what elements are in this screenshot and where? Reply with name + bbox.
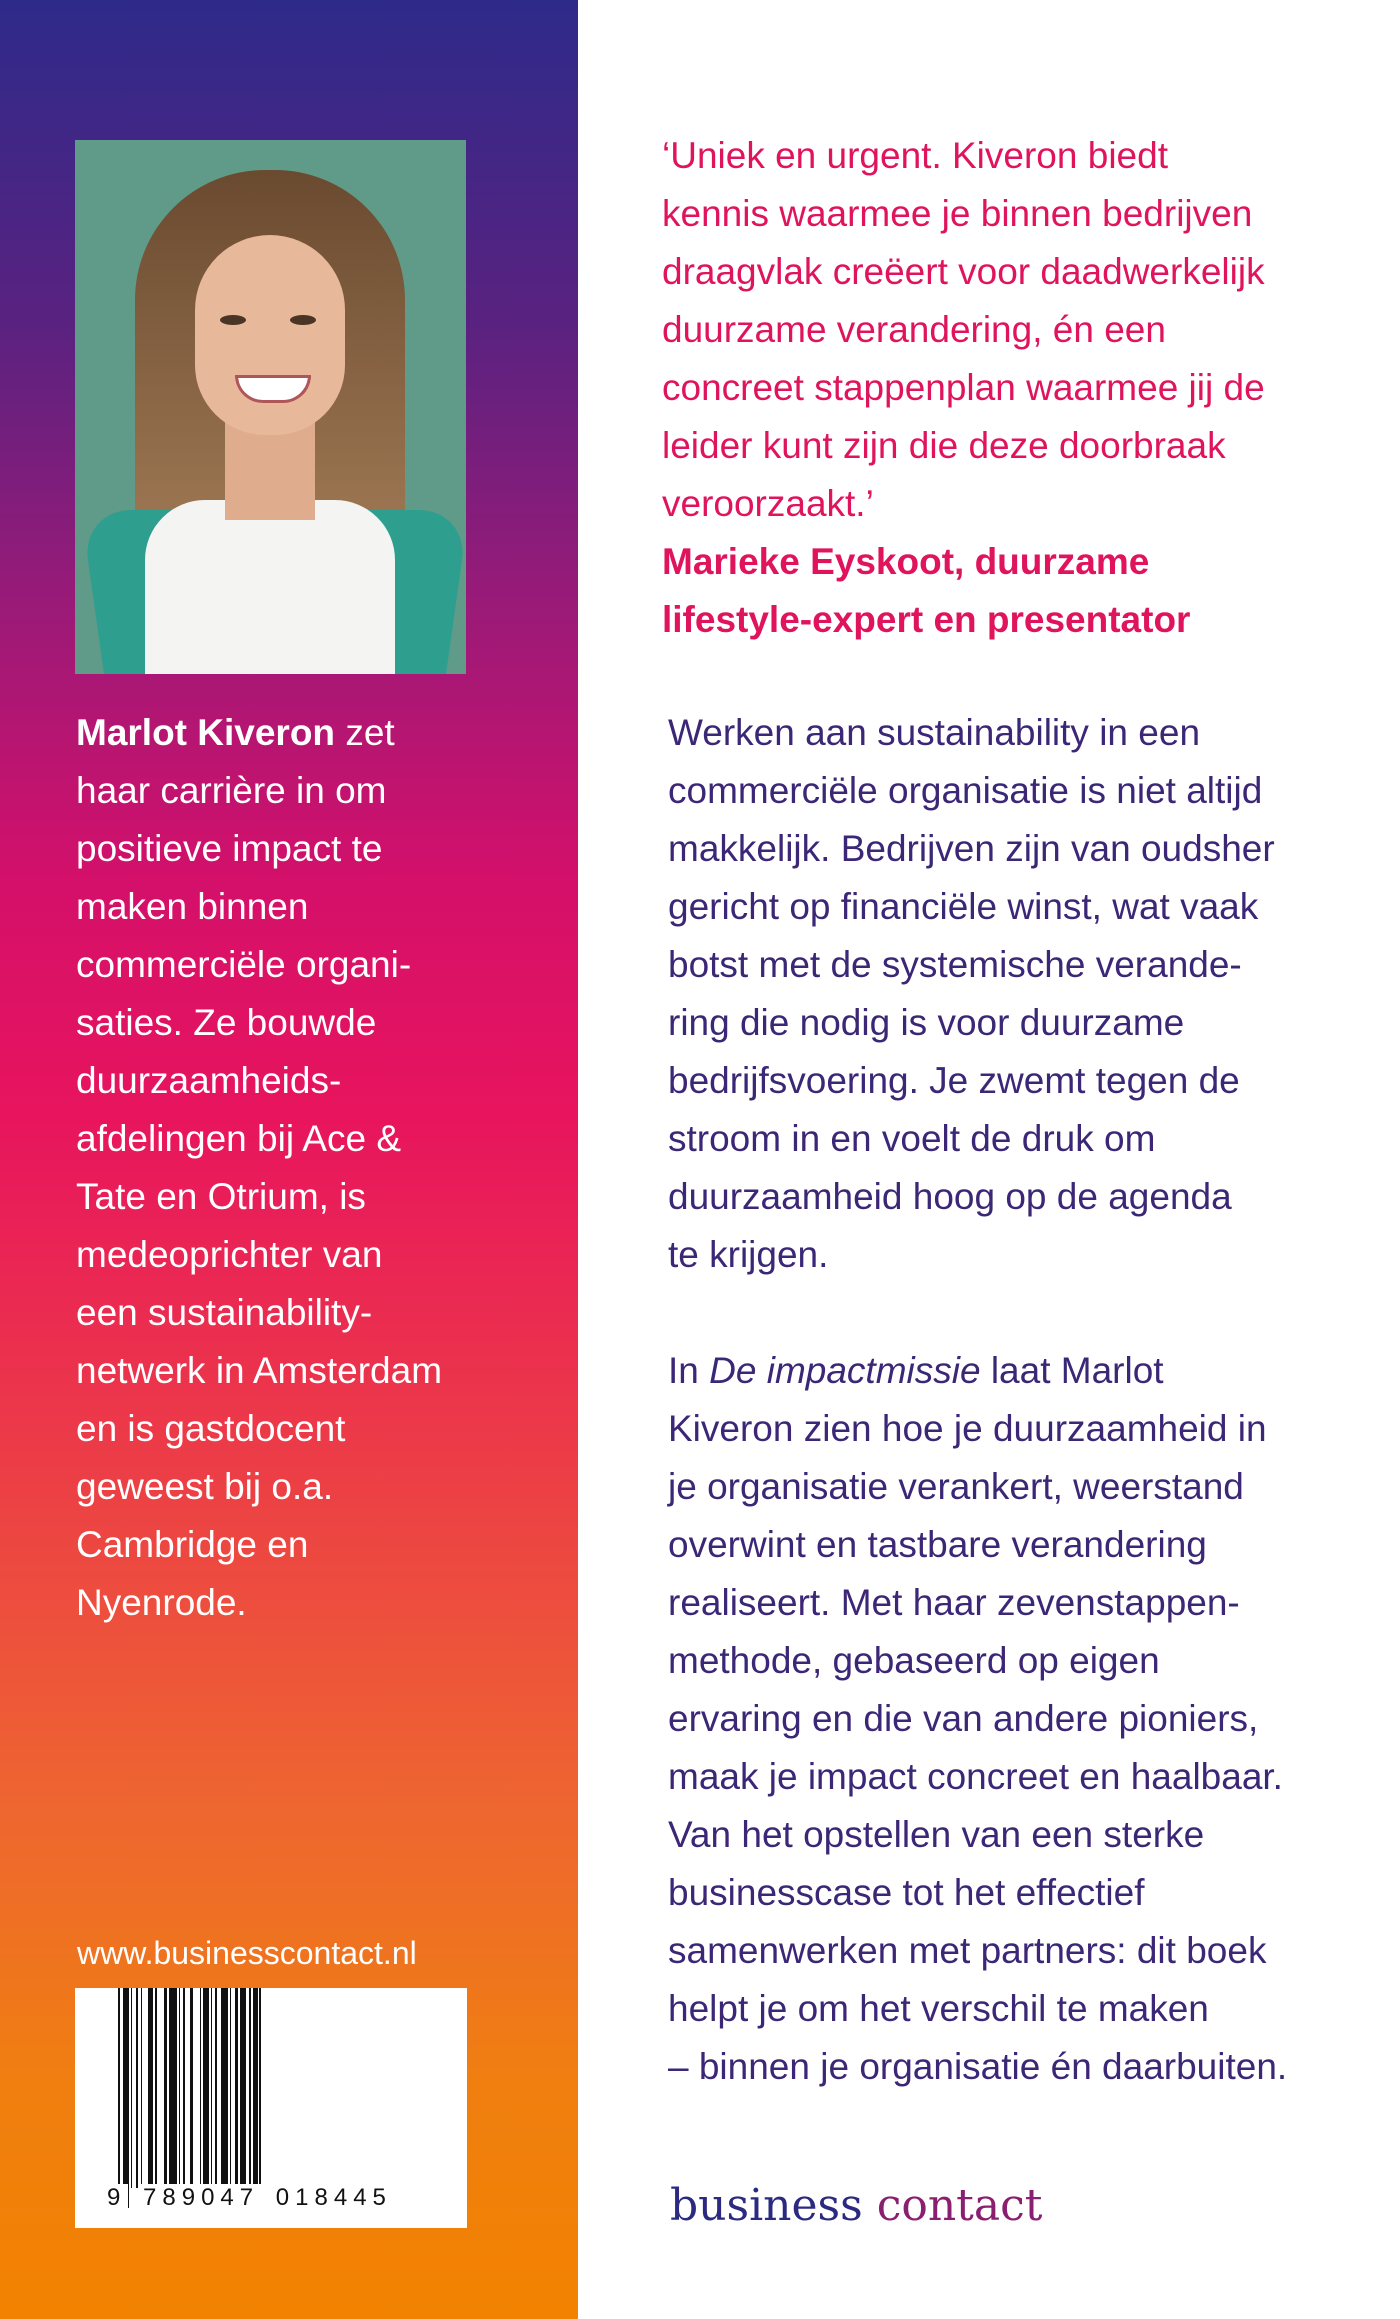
barcode-gap [157,1988,164,2188]
text-line: haar carrière in om [76,770,387,811]
isbn-first-digit: 9 [107,2184,127,2211]
isbn-group-2: 018445 [275,2184,392,2211]
text-line: maken binnen [76,886,309,927]
text-line: Werken aan sustainability in een [668,712,1201,753]
endorsement-quote [662,127,1265,649]
text-line: Nyenrode. [76,1582,247,1623]
text-line: positieve impact te [76,828,383,869]
text-line: kennis waarmee je binnen bedrijven [662,193,1253,234]
text-line: leider kunt zijn die deze doorbraak [662,425,1226,466]
text-line: veroorzaakt.’ [662,483,874,524]
text-line: methode, gebaseerd op eigen [668,1640,1160,1681]
text-line: Tate en Otrium, is [76,1176,366,1217]
blurb-paragraph-1 [668,704,1275,1284]
book-title: De impactmissie [709,1350,981,1391]
text-line: je organisatie verankert, weerstand [668,1466,1244,1507]
text-line: stroom in en voelt de druk om [668,1118,1156,1159]
isbn-barcode [75,1988,467,2228]
barcode-bar [169,1988,177,2188]
text-line: duurzaamheid hoog op de agenda [668,1176,1232,1217]
author-name: Marlot Kiveron [76,712,336,753]
isbn-group-1: 789047 [143,2184,260,2211]
blurb-paragraph-2 [668,1342,1287,2096]
barcode-bars [118,1988,261,2208]
text-line: businesscase tot het effectief [668,1872,1145,1913]
text-line: helpt je om het verschil te maken [668,1988,1209,2029]
text-line: realiseert. Met haar zevenstappen- [668,1582,1240,1623]
text-line: overwint en tastbare verandering [668,1524,1207,1565]
text-line: gericht op financiële winst, wat vaak [668,886,1259,927]
text-line: ring die nodig is voor duurzame [668,1002,1185,1043]
text-line: lifestyle-expert en presentator [662,599,1191,640]
text-line: een sustainability- [76,1292,373,1333]
text-line: Kiveron zien hoe je duurzaamheid in [668,1408,1267,1449]
text-line: Cambridge en [76,1524,309,1565]
publisher-logo: business contact [670,2180,1043,2231]
text-line: saties. Ze bouwde [76,1002,377,1043]
text-line: concreet stappenplan waarmee jij de [662,367,1265,408]
text-line: duurzame verandering, én een [662,309,1166,350]
text-line: te krijgen. [668,1234,829,1275]
text-line: Marieke Eyskoot, duurzame [662,541,1150,582]
author-photo [75,140,466,674]
author-bio [76,704,442,1632]
barcode-bar [259,1988,261,2208]
text-line: In De impactmissie laat Marlot [668,1350,1164,1391]
text-line: botst met de systemische verande- [668,944,1242,985]
text-line: – binnen je organisatie én daarbuiten. [668,2046,1288,2087]
text-line: en is gastdocent [76,1408,346,1449]
publisher-website[interactable]: www.businesscontact.nl [77,1935,417,1971]
text-line: Van het opstellen van een sterke [668,1814,1205,1855]
text-line: ervaring en die van andere pioniers, [668,1698,1259,1739]
barcode-bar [221,1988,228,2188]
text-line: makkelijk. Bedrijven zijn van oudsher [668,828,1275,869]
text-line: Marlot Kiveron zet [76,712,395,753]
text-line: maak je impact concreet en haalbaar. [668,1756,1283,1797]
text-line: netwerk in Amsterdam [76,1350,443,1391]
text-line: medeoprichter van [76,1234,383,1275]
text-line: samenwerken met partners: dit boek [668,1930,1267,1971]
text-line: duurzaamheids- [76,1060,342,1101]
text-line: draagvlak creëert voor daadwerkelijk [662,251,1265,292]
isbn-number [105,2184,394,2212]
text-line: commerciële organisatie is niet altijd [668,770,1263,811]
text-line: afdelingen bij Ace & [76,1118,402,1159]
text-line: bedrijfsvoering. Je zwemt tegen de [668,1060,1240,1101]
text-line: geweest bij o.a. [76,1466,334,1507]
text-line: commerciële organi- [76,944,412,985]
barcode-gap [193,1988,200,2208]
text-line: ‘Uniek en urgent. Kiveron biedt [662,135,1168,176]
